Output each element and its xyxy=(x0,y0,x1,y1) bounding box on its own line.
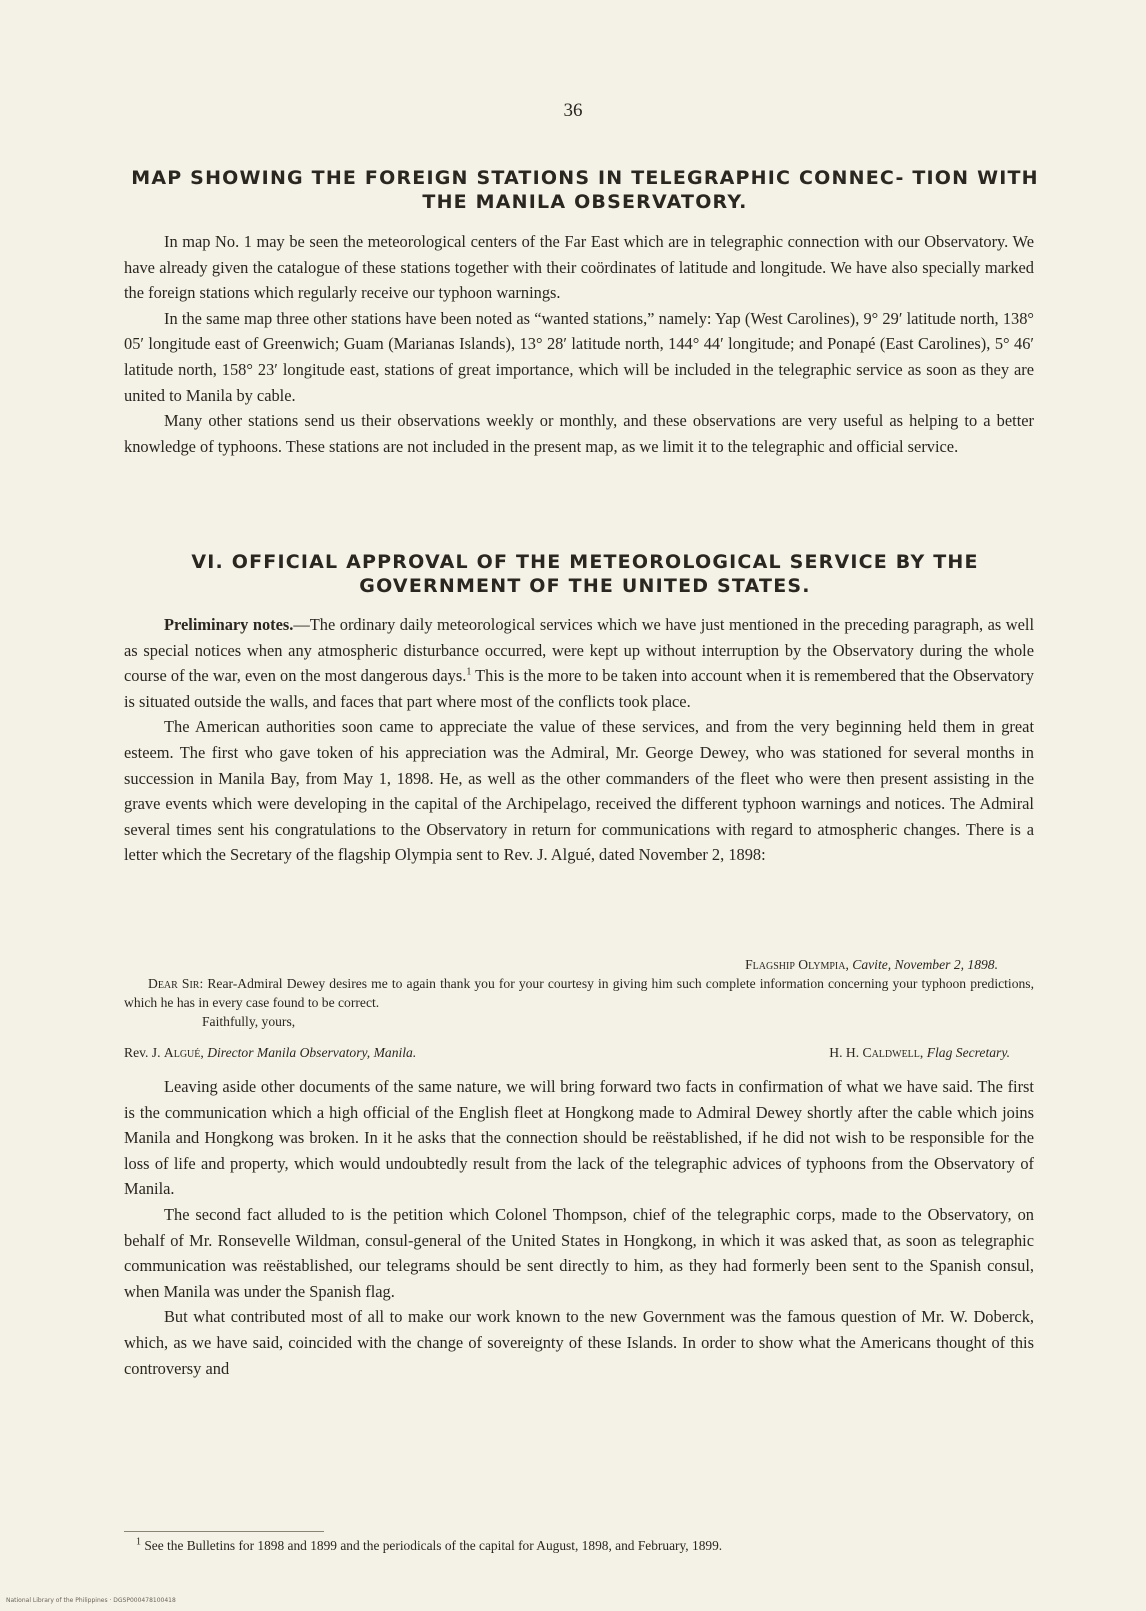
section-heading-approval: VI. OFFICIAL APPROVAL OF THE METEOROLOGICAL SERVICE BY THE GOVERNMENT OF THE UNITED STATES. xyxy=(191,551,979,597)
footnote-marker: 1 xyxy=(466,666,472,678)
quoted-letter xyxy=(124,955,1034,1062)
paragraph: But what contributed most of all to make our work known to the new Government was the famous question of Mr. W. Doberck, which, as we have said, coincided with the change of sovereignty of these Islands. In order to show what the Americans thought of this controversy and xyxy=(124,1307,1034,1378)
recipient-title: Director Manila Observatory, Manila. xyxy=(203,1045,417,1060)
section-heading-map: MAP SHOWING THE FOREIGN STATIONS IN TELEGRAPHIC CONNEC- TION WITH THE MANILA OBSERVATORY. xyxy=(131,167,1039,213)
recipient-prefix: Rev. J. xyxy=(124,1045,164,1060)
signer-title: Flag Secretary. xyxy=(923,1045,1010,1060)
section-body-map xyxy=(124,229,1034,459)
footnote-divider xyxy=(124,1531,324,1532)
footnote xyxy=(124,1537,1034,1555)
paragraph: The American authorities soon came to appreciate the value of these services, and from the very beginning held them in great esteem. The first who gave token of his appreciation was the Admiral, Mr. George Dewey, who was stationed for several months in succession in Manila Bay, from May 1, 1898. He, as well as the other commanders of the fleet who were then present assisting in the grave events which were developing in the capital of the Archipelago, received the different typhoon warnings and notices. The Admiral several times sent his congratulations to the Observatory in return for communications with regard to atmospheric changes. There is a letter which the Secretary of the flagship Olympia sent to Rev. J. Algué, dated November 2, 1898: xyxy=(124,717,1034,865)
paragraph: In map No. 1 may be seen the meteorological centers of the Far East which are in telegraphic connection with our Observatory. We have already given the catalogue of these stations together with their coördinates of latitude and longitude. We have also specially marked the foreign stations which regularly receive our typhoon warnings. xyxy=(124,232,1034,303)
letter-recipient xyxy=(124,1043,416,1062)
page-number: 36 xyxy=(563,100,583,121)
section-body-facts xyxy=(124,1074,1034,1381)
letter-signature-line xyxy=(124,1043,1034,1062)
letter-text: Rear-Admiral Dewey desires me to again thank you for your courtesy in giving him such complete information concerning your typhoon predictions, which he has in every case found to be correct. xyxy=(124,976,1034,1010)
paragraph: Many other stations send us their observations weekly or monthly, and these observations are very useful as helping to a better knowledge of typhoons. These stations are not included in the present map, as we limit it to the telegraphic and official service. xyxy=(124,411,1034,456)
section-body-approval xyxy=(124,612,1034,868)
signer-name: H. H. Caldwell, xyxy=(829,1045,924,1060)
letter-body xyxy=(124,974,1034,1012)
footnote-marker: 1 xyxy=(136,1536,141,1548)
paragraph-text: This is the more to be taken into account when it is remembered that the Observatory is situated outside the walls, and faces that part where most of the conflicts took place. xyxy=(124,666,1034,711)
paragraph: The second fact alluded to is the petition which Colonel Thompson, chief of the telegraphic corps, made to the Observatory, on behalf of Mr. Ronsevelle Wildman, consul-general of the United States in Hongkong, in which it was asked that, as soon as telegraphic communication was reëstablished, our telegrams should be sent directly to him, as they had formerly been sent to the Spanish consul, when Manila was under the Spanish flag. xyxy=(124,1204,1034,1301)
recipient-name: Algué, xyxy=(163,1045,204,1060)
footnote-text: See the Bulletins for 1898 and 1899 and the periodicals of the capital for August, 1898, and February, 1899. xyxy=(141,1538,723,1553)
letter-signer xyxy=(829,1043,1010,1062)
paragraph: Leaving aside other documents of the same nature, we will bring forward two facts in confirmation of what we have said. The first is the communication which a high official of the English fleet at Hongkong made to Admiral Dewey shortly after the cable which joins Manila and Hongkong was broken. In it he asks that the connection should be reëstablished, if he did not wish to be responsible for the loss of life and property, which would undoubtedly result from the lack of the telegraphic advices of typhoons from the Observatory of Manila. xyxy=(124,1077,1034,1199)
scan-credit: National Library of the Philippines · DGSP000478100418 xyxy=(6,1597,176,1604)
letter-heading xyxy=(124,955,1034,974)
letter-salutation: Dear Sir: xyxy=(148,976,204,991)
paragraph xyxy=(124,612,1034,714)
lead-label: Preliminary notes. xyxy=(164,615,294,634)
paragraph-text: —The ordinary daily meteorological services which we have just mentioned in the preceding paragraph, as well as special notices when any atmospheric disturbance occurred, were kept up without interruption by the Observatory during the whole course of the war, even on the most dangerous days. xyxy=(124,615,1035,686)
letter-date: Cavite, November 2, 1898. xyxy=(852,957,998,972)
paragraph: In the same map three other stations have been noted as “wanted stations,” namely: Yap (West Carolines), 9° 29′ latitude north, 138° 05′ longitude east of Greenwich; Guam (Marianas Islands), 13° 28′ latitude north, 144° 44′ longitude; and Ponapé (East Carolines), 5° 46′ latitude north, 158° 23′ longitude east, stations of great importance, which will be included in the telegraphic service as soon as they are united to Manila by cable. xyxy=(124,308,1034,405)
letter-place: Flagship Olympia, xyxy=(745,957,849,972)
letter-closing: Faithfully, yours, xyxy=(202,1014,296,1029)
